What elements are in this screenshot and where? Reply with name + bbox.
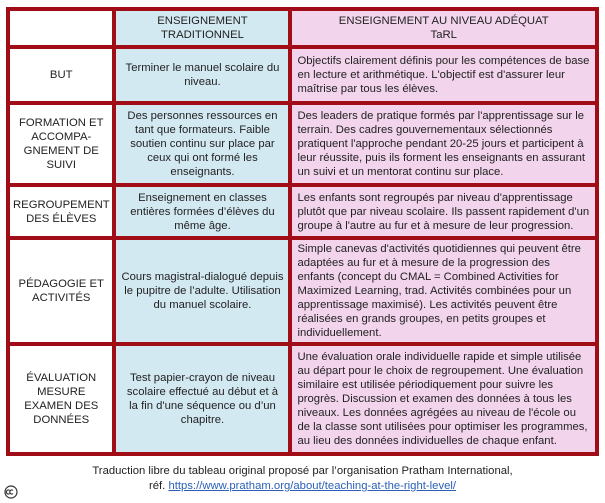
row-label: PÉDAGOGIE ET ACTIVITÉS — [8, 238, 114, 344]
table-row — [8, 344, 597, 454]
header-tarl-title: ENSEIGNEMENT AU NIVEAU ADÉQUAT — [338, 15, 549, 27]
tarl-cell: Des leaders de pratique formés par l'apprentissage sur le terrain. Des cadres gouvernementaux sélectionnés pratiquent l'approche pendant 20-25 jours et participent à leur réussite, puis ils forment les enseignants en assurant un suivi et un mentorat continu sur place. — [290, 103, 597, 185]
row-label: BUT — [8, 47, 114, 103]
caption-ref-prefix: réf. — [148, 480, 169, 492]
header-traditional — [114, 9, 290, 47]
table-row — [8, 185, 597, 238]
header-tarl-subtitle: TaRL — [430, 29, 457, 41]
traditional-cell: Test papier-crayon de niveau scolaire effectué au début et à la fin d'une séquence ou d’un chapitre. — [114, 344, 290, 454]
tarl-cell: Simple canevas d'activités quotidiennes qui peuvent être adaptées au fur et à mesure de la progression des enfants (concept du CMAL = Combined Activities for Maximized Learning, trad. Activités combinées pour un apprentissage maximisé). Les activités peuvent être réalisées en grands groupes, en petits groupes et individuellement. — [290, 238, 597, 344]
row-label: FORMATION ET ACCOMPA-GNEMENT DE SUIVI — [8, 103, 114, 185]
header-empty-cell — [8, 9, 114, 47]
comparison-table — [6, 7, 599, 456]
row-label: REGROUPEMENT DES ÉLÈVES — [8, 185, 114, 238]
header-traditional-label: ENSEIGNEMENT TRADITIONNEL — [157, 15, 248, 41]
caption-reference — [0, 479, 605, 494]
table-header-row — [8, 9, 597, 47]
traditional-cell: Terminer le manuel scolaire du niveau. — [114, 47, 290, 103]
table-row — [8, 238, 597, 344]
traditional-cell: Enseignement en classes entières formées d’élèves du même âge. — [114, 185, 290, 238]
tarl-cell: Objectifs clairement définis pour les compétences de base en lecture et arithmétique. L'objectif est d'assurer leur maîtrise par tous les élèves. — [290, 47, 597, 103]
table-row — [8, 103, 597, 185]
traditional-cell: Des personnes ressources en tant que formateurs. Faible soutien continu sur place par ceux qui ont formé les enseignants. — [114, 103, 290, 185]
caption — [0, 464, 605, 494]
traditional-cell: Cours magistral-dialogué depuis le pupitre de l’adulte. Utilisation du manuel scolaire. — [114, 238, 290, 344]
header-tarl — [290, 9, 597, 47]
tarl-cell: Les enfants sont regroupés par niveau d'apprentissage plutôt que par niveau scolaire. Ils passent rapidement d'un groupe à l'autre au fur et à mesure de leur progression. — [290, 185, 597, 238]
table-row — [8, 47, 597, 103]
creative-commons-icon — [4, 485, 18, 499]
row-label: ÉVALUATION MESURE EXAMEN DES DONNÉES — [8, 344, 114, 454]
caption-line: Traduction libre du tableau original proposé par l’organisation Pratham International, — [92, 465, 513, 477]
reference-link[interactable]: https://www.pratham.org/about/teaching-at-the-right-level/ — [168, 480, 457, 492]
tarl-cell: Une évaluation orale individuelle rapide et simple utilisée au départ pour le choix de regroupement. Une évaluation similaire est utilisée périodiquement pour suivre les progrès. Discussion et examen des données à tous les niveaux. Les données agrégées au niveau de l'école ou de la classe sont utilisées pour optimiser les programmes, au lieu des données individuelles de chaque enfant. — [290, 344, 597, 454]
